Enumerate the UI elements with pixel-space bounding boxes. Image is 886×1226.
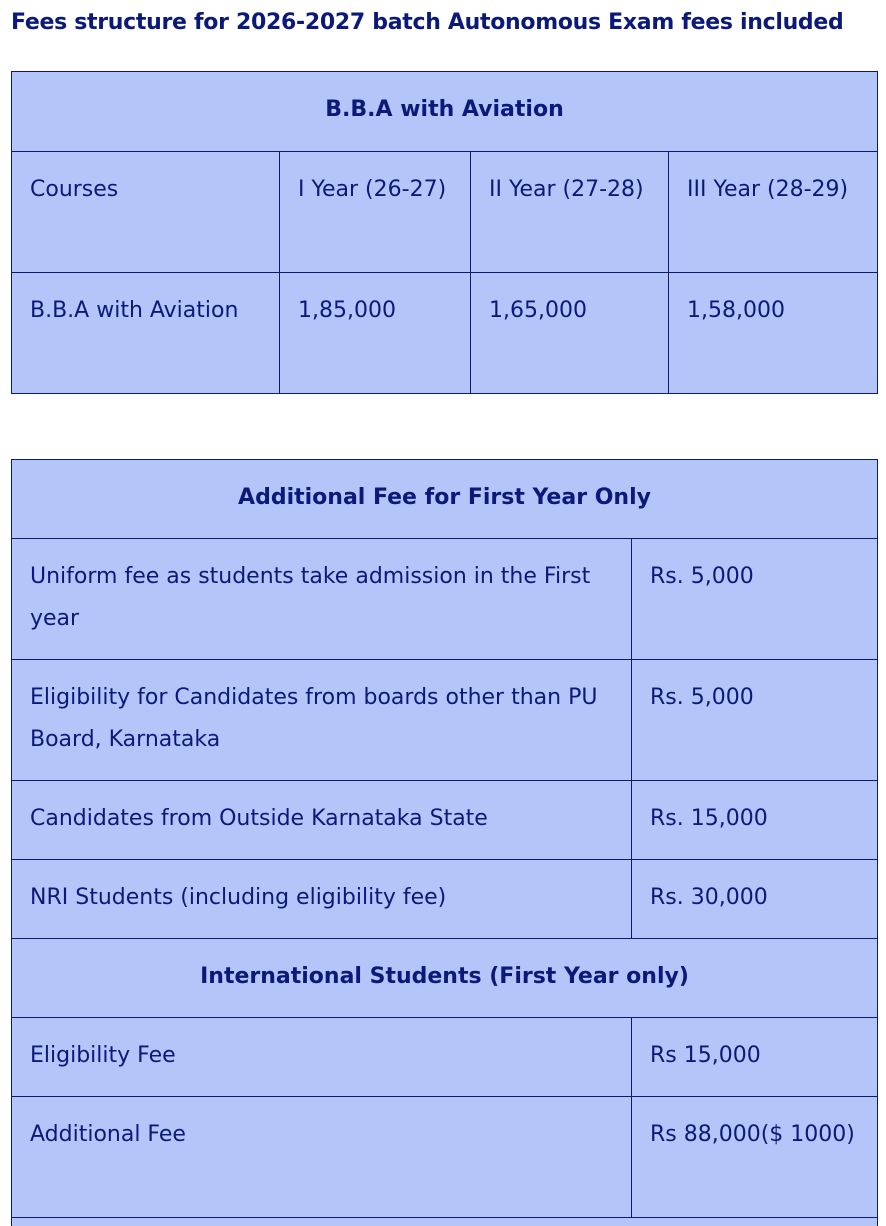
fee-label-cell: Uniform fee as students take admission in the First year xyxy=(12,539,632,660)
column-header-year-1: I Year (26-27) xyxy=(280,152,471,273)
fee-label-cell: Candidates from Outside Karnataka State xyxy=(12,781,632,860)
table-row xyxy=(12,539,878,660)
fee-amount-cell: Rs. 5,000 xyxy=(632,660,878,781)
page-heading: Fees structure for 2026-2027 batch Autonomous Exam fees included xyxy=(11,10,844,35)
partial-row-cell xyxy=(12,1218,878,1226)
year-2-fee-cell: 1,65,000 xyxy=(471,273,669,394)
fee-amount-cell: Rs. 30,000 xyxy=(632,860,878,939)
additional-fee-table xyxy=(11,459,878,1226)
fee-label-cell: NRI Students (including eligibility fee) xyxy=(12,860,632,939)
column-header-courses: Courses xyxy=(12,152,280,273)
fee-amount-cell: Rs. 5,000 xyxy=(632,539,878,660)
course-name-cell: B.B.A with Aviation xyxy=(12,273,280,394)
table-row xyxy=(12,273,878,394)
course-table-title-row xyxy=(12,72,878,152)
fee-amount-cell: Rs 15,000 xyxy=(632,1018,878,1097)
fee-label-cell: Additional Fee xyxy=(12,1097,632,1218)
course-table-title: B.B.A with Aviation xyxy=(12,72,878,152)
fee-amount-cell: Rs 88,000($ 1000) xyxy=(632,1097,878,1218)
year-3-fee-cell: 1,58,000 xyxy=(669,273,878,394)
table-row xyxy=(12,1218,878,1226)
column-header-year-2: II Year (27-28) xyxy=(471,152,669,273)
course-table-header-row xyxy=(12,152,878,273)
international-students-title: International Students (First Year only) xyxy=(12,939,878,1018)
fee-label-cell: Eligibility Fee xyxy=(12,1018,632,1097)
course-fee-table xyxy=(11,71,878,394)
column-header-year-3: III Year (28-29) xyxy=(669,152,878,273)
fee-label-cell: Eligibility for Candidates from boards other than PU Board, Karnataka xyxy=(12,660,632,781)
fee-amount-cell: Rs. 15,000 xyxy=(632,781,878,860)
table-row xyxy=(12,1018,878,1097)
international-title-row xyxy=(12,939,878,1018)
table-row xyxy=(12,860,878,939)
year-1-fee-cell: 1,85,000 xyxy=(280,273,471,394)
additional-table-title-row xyxy=(12,460,878,539)
table-row xyxy=(12,1097,878,1218)
additional-table-title: Additional Fee for First Year Only xyxy=(12,460,878,539)
table-row xyxy=(12,781,878,860)
table-row xyxy=(12,660,878,781)
